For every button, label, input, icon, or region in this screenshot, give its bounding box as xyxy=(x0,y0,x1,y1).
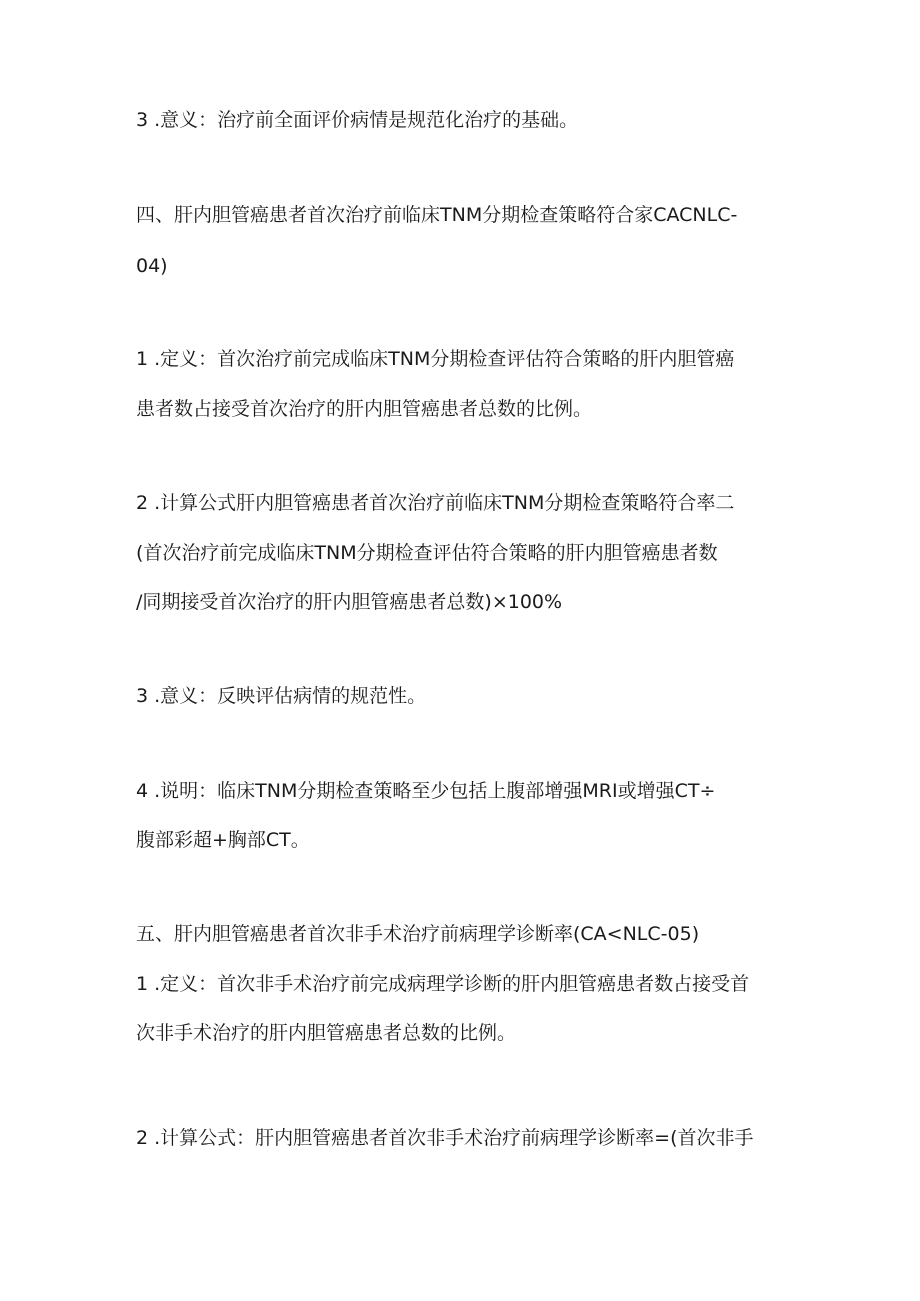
text-line: 患者数占接受首次治疗的肝内胆管癌患者总数的比例。 xyxy=(136,398,593,420)
section-heading: 五、肝内胆管癌患者首次非手术治疗前病理学诊断率(CA<NLC-05) xyxy=(136,923,700,945)
text-line: 2 .计算公式：肝内胆管癌患者首次非手术治疗前病理学诊断率=(首次非手 xyxy=(136,1127,754,1149)
text-line: 3 .意义：反映评估病情的规范性。 xyxy=(136,685,427,707)
text-line: /同期接受首次治疗的肝内胆管癌患者总数)×100% xyxy=(136,591,563,613)
text-line: 2 .计算公式肝内胆管癌患者首次治疗前临床TNM分期检查策略符合率二 xyxy=(136,492,735,514)
text-line: (首次治疗前完成临床TNM分期检查评估符合策略的肝内胆管癌患者数 xyxy=(136,542,718,564)
text-line: 4 .说明：临床TNM分期检查策略至少包括上腹部增强MRI或增强CT÷ xyxy=(136,780,716,802)
text-line: 04) xyxy=(136,255,168,277)
text-line: 次非手术治疗的肝内胆管癌患者总数的比例。 xyxy=(136,1022,517,1044)
text-line: 1 .定义：首次治疗前完成临床TNM分期检查评估符合策略的肝内胆管癌 xyxy=(136,348,735,370)
text-line: 3 .意义：治疗前全面评价病情是规范化治疗的基础。 xyxy=(136,109,579,131)
text-line: 腹部彩超+胸部CT。 xyxy=(136,829,310,851)
section-heading: 四、肝内胆管癌患者首次治疗前临床TNM分期检查策略符合家CACNLC- xyxy=(136,204,738,226)
text-line: 1 .定义：首次非手术治疗前完成病理学诊断的肝内胆管癌患者数占接受首 xyxy=(136,973,750,995)
